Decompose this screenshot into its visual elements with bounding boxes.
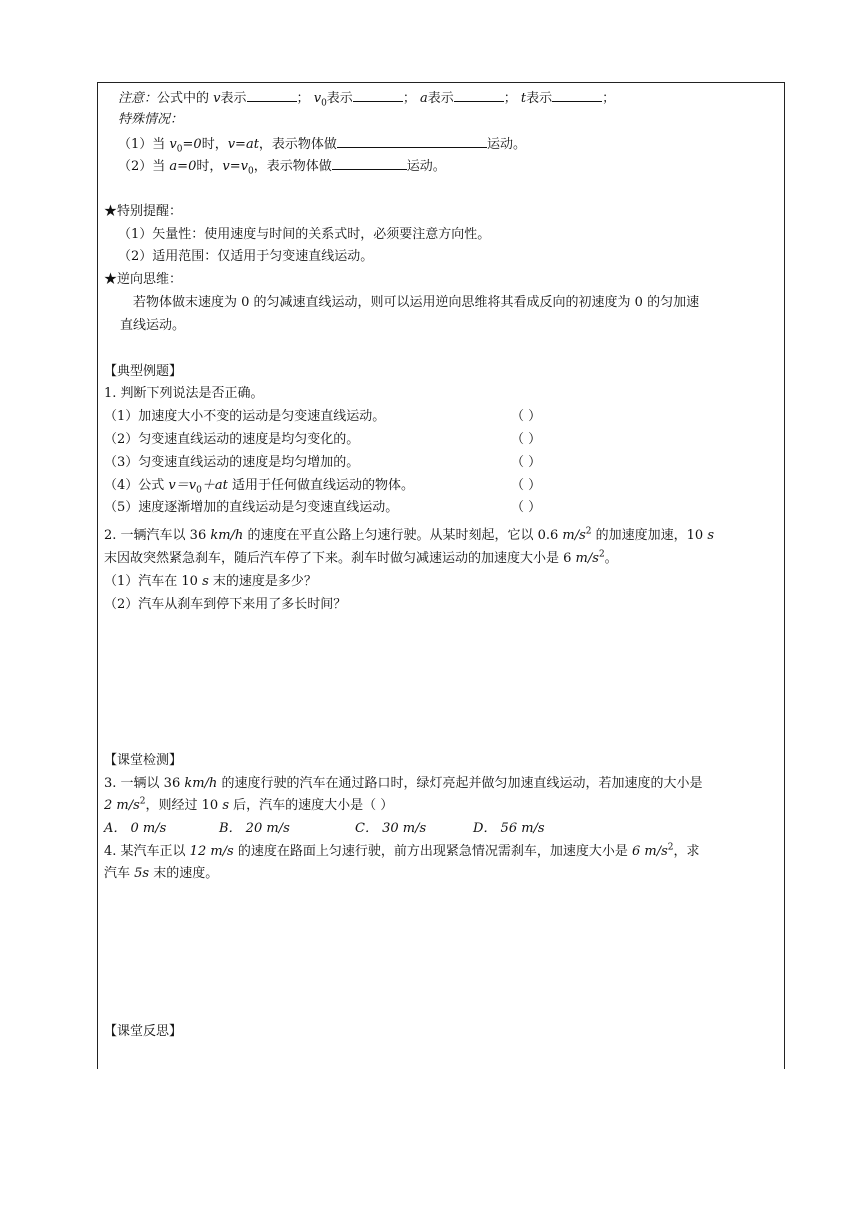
notice-label: 注意： — [118, 91, 158, 106]
blank-special-1[interactable] — [337, 135, 487, 148]
special-case-1: （1）当 $v_0=0$时，v=at，表示物体做 运动。 — [118, 137, 526, 155]
q1-item: （3）匀变速直线运动的速度是均匀增加的。 — [104, 455, 360, 470]
reflection-title: 【课堂反思】 — [104, 1024, 183, 1039]
q3-option-b[interactable]: B． 20 m/s — [219, 821, 290, 836]
blank-v0[interactable] — [353, 89, 403, 102]
reminder-vector: （1）矢量性：使用速度与时间的关系式时，必须要注意方向性。 — [118, 227, 491, 242]
q1-item: （5）速度逐渐增加的直线运动是匀变速直线运动。 — [104, 500, 399, 515]
q1-title: 1. 判断下列说法是否正确。 — [104, 386, 264, 401]
q2-sub-1: （1）汽车在 10 s 末的速度是多少？ — [104, 574, 317, 589]
reminder-title: ★特别提醒： — [104, 204, 183, 219]
reminder-scope: （2）适用范围：仅适用于匀变速直线运动。 — [118, 249, 374, 264]
q3-option-d[interactable]: D． 56 m/s — [473, 821, 545, 836]
q1-item: （1）加速度大小不变的运动是匀变速直线运动。 — [104, 409, 386, 424]
q1-answer-paren[interactable]: （ ） — [511, 432, 542, 447]
examples-title: 【典型例题】 — [104, 364, 183, 379]
q3-option-c[interactable]: C． 30 m/s — [355, 821, 427, 836]
reverse-title: ★逆向思维： — [104, 272, 183, 287]
reverse-line-1: 若物体做末速度为 0 的匀减速直线运动，则可以运用逆向思维将其看成反向的初速度为 0 的匀加速 — [133, 295, 700, 310]
q2-line-2: 末因故突然紧急刹车，随后汽车停了下来。刹车时做匀减速运动的加速度大小是 6 $m/s^2$。 — [104, 549, 618, 566]
special-title: 特殊情况： — [118, 112, 184, 127]
q2-line-1: 2. 一辆汽车以 36 km/h 的速度在平直公路上匀速行驶。从某时刻起，它以 0.6 $m/s^2$ 的加速度加速，10 s — [104, 526, 714, 543]
q1-answer-paren[interactable]: （ ） — [511, 455, 542, 470]
q3-option-a[interactable]: A． 0 m/s — [104, 821, 167, 836]
q4-line-2: 汽车 5s 末的速度。 — [104, 866, 219, 881]
notice-line: 注意：公式中的 v表示 ； $v_0$表示 ； a表示 ； t表示 ； — [118, 91, 616, 109]
q3-line-1: 3. 一辆以 36 km/h 的速度行驶的汽车在通过路口时，绿灯亮起并做匀加速直线运动，若加速度的大小是 — [104, 776, 703, 791]
blank-special-2[interactable] — [332, 157, 407, 170]
q2-sub-2: （2）汽车从刹车到停下来用了多长时间？ — [104, 597, 347, 612]
blank-v[interactable] — [247, 89, 297, 102]
q1-answer-paren[interactable]: （ ） — [511, 500, 542, 515]
check-title: 【课堂检测】 — [104, 753, 183, 768]
q3-line-2: 2 $m/s^2$，则经过 10 s 后，汽车的速度大小是（ ） — [104, 796, 394, 813]
blank-t[interactable] — [552, 89, 602, 102]
reverse-line-2: 直线运动。 — [120, 318, 186, 333]
special-case-2: （2）当 a=0时，$v=v_0$，表示物体做 运动。 — [118, 159, 446, 177]
q1-item-4: （4）公式 $v=v_0+at$ 适用于任何做直线运动的物体。 — [104, 478, 414, 496]
q1-answer-paren[interactable]: （ ） — [511, 478, 542, 493]
q4-line-1: 4. 某汽车正以 12 m/s 的速度在路面上匀速行驶，前方出现紧急情况需刹车，加速度大小是 6 $m/s^2$，求 — [104, 842, 700, 859]
q1-item: （2）匀变速直线运动的速度是均匀变化的。 — [104, 432, 360, 447]
blank-a[interactable] — [454, 89, 504, 102]
q1-answer-paren[interactable]: （ ） — [511, 409, 542, 424]
